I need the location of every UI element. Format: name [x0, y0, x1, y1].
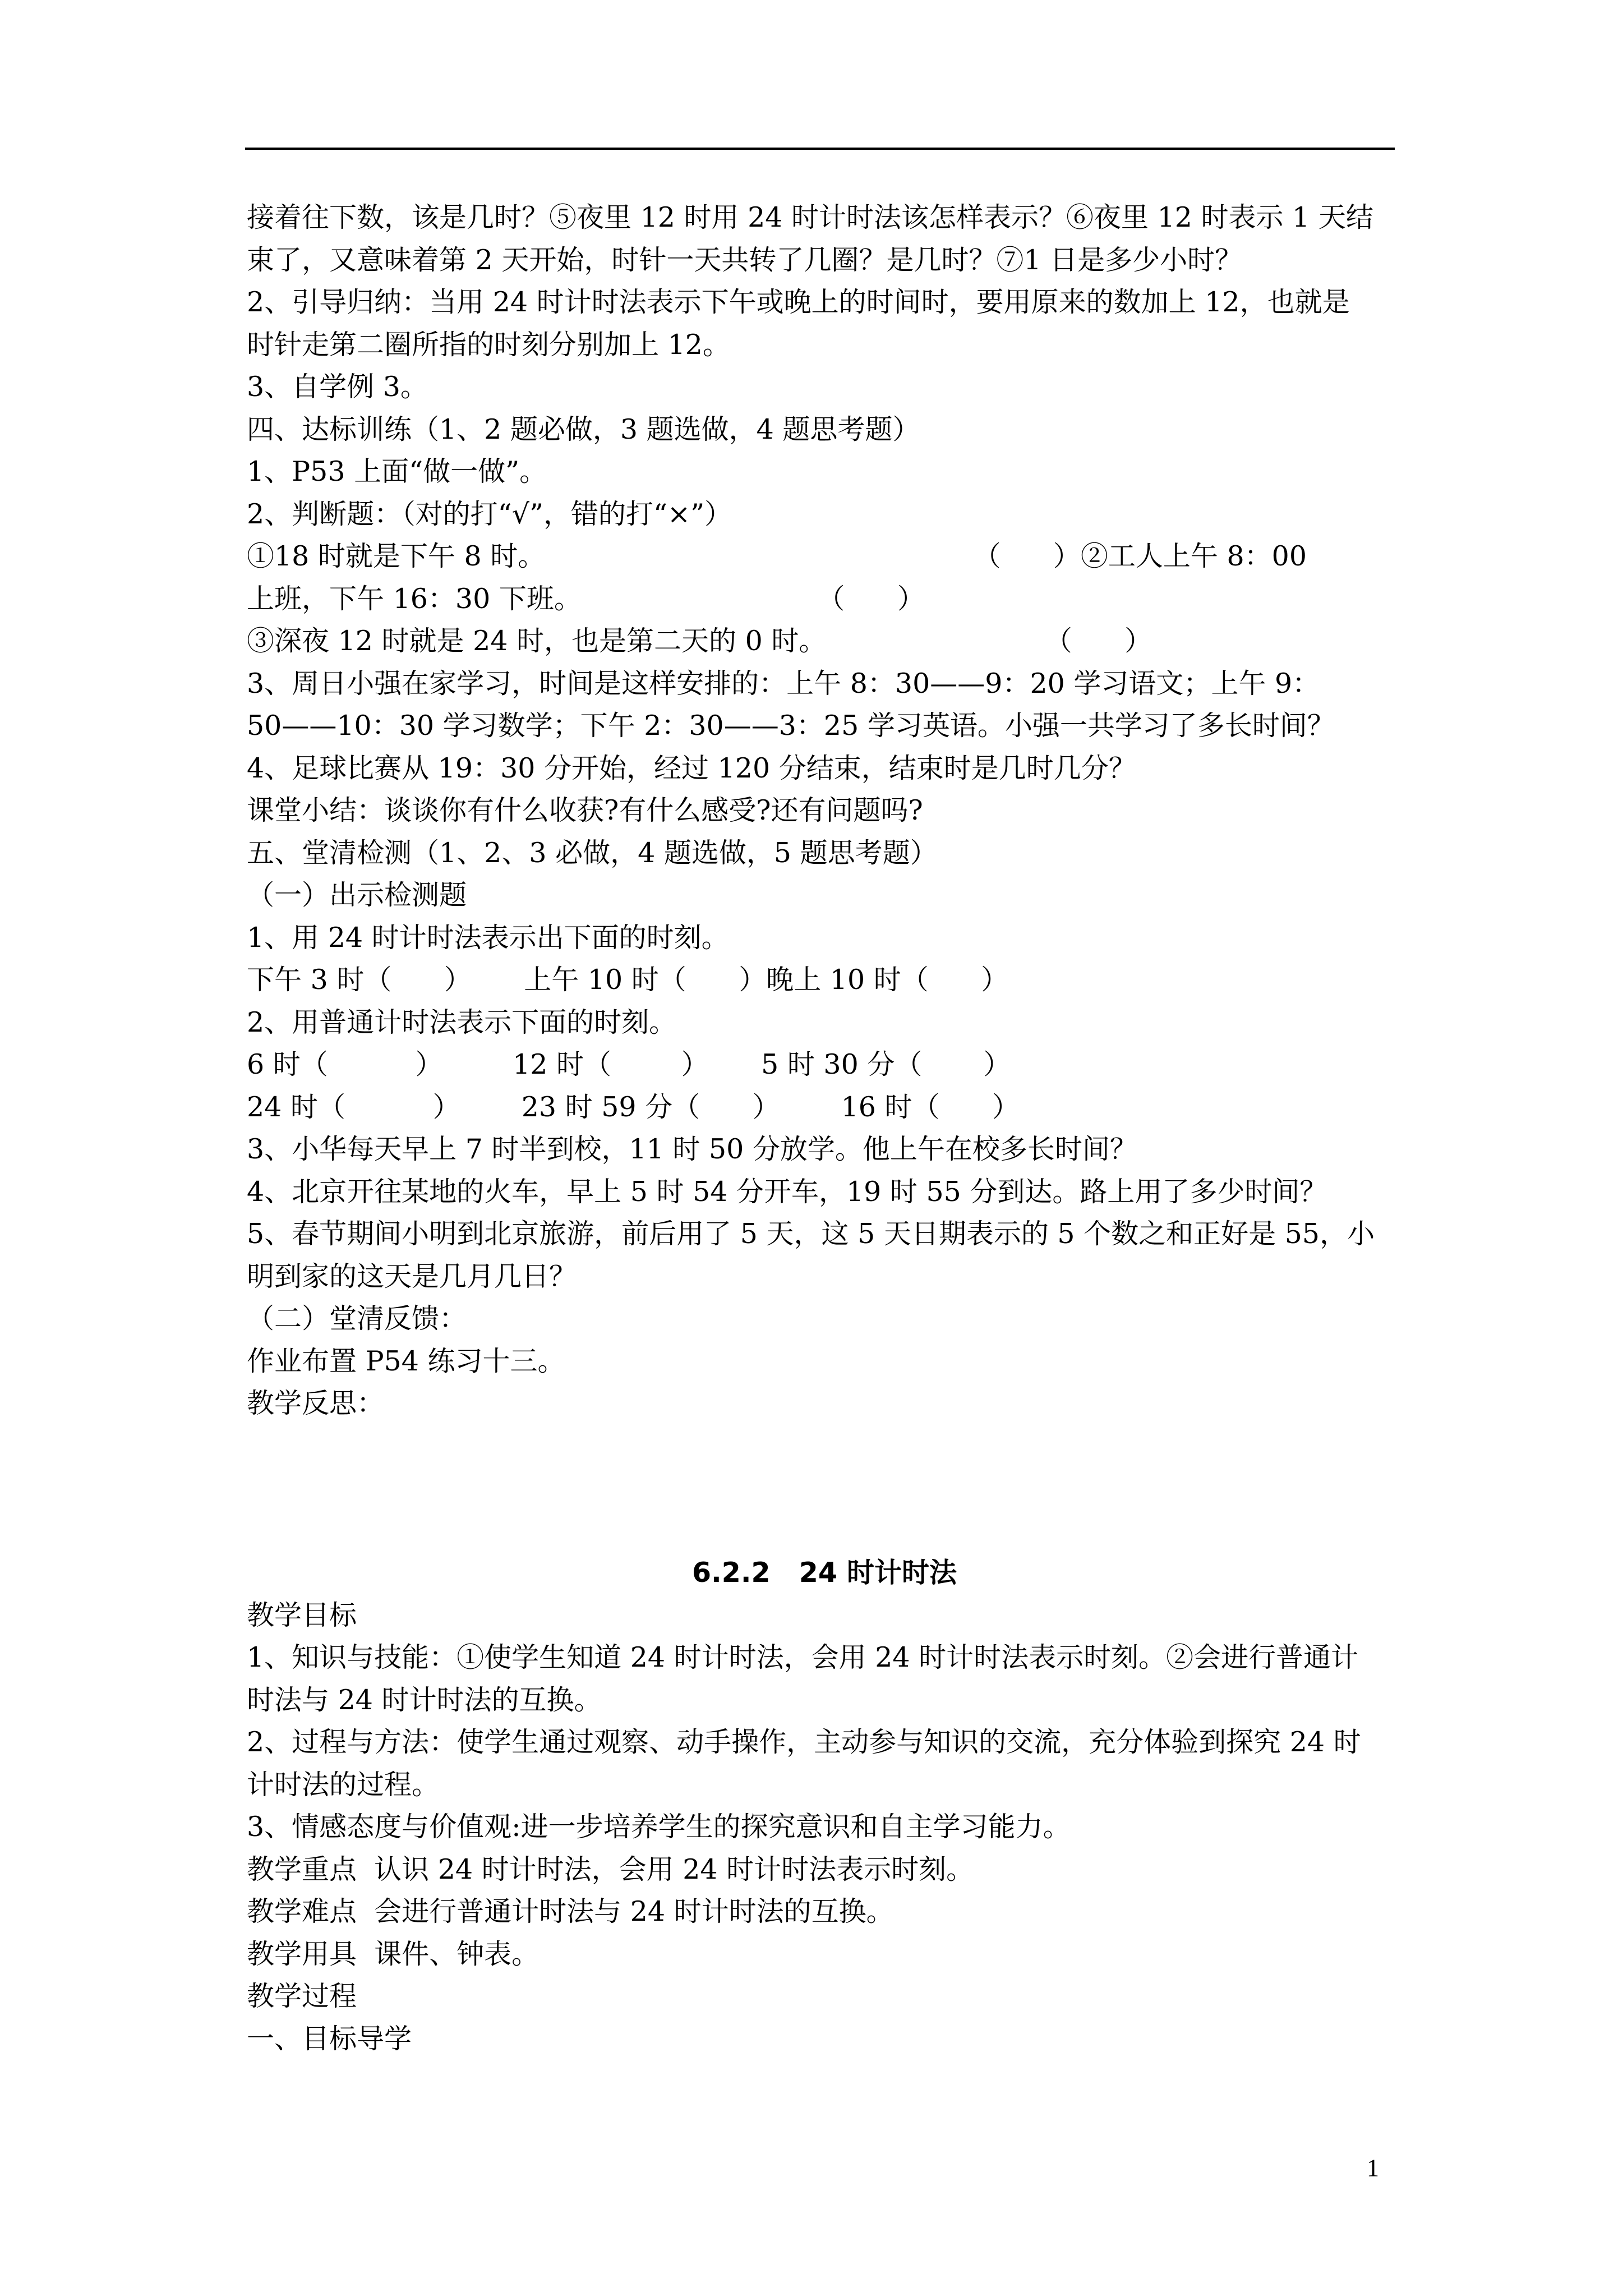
- text-line: 4、北京开往某地的火车，早上 5 时 54 分开车，19 时 55 分到达。路上用了多少时间？: [247, 1175, 1327, 1208]
- text-line: 作业布置 P54 练习十三。: [247, 1345, 565, 1377]
- text-line: 明到家的这天是几月几日？: [247, 1260, 577, 1292]
- text-line: 教学用具 课件、钟表。: [247, 1938, 540, 1970]
- text-line: 教学反思：: [247, 1387, 385, 1419]
- blank-line: [247, 1425, 1402, 1467]
- top-section: [247, 196, 1402, 1425]
- text-line: 24 时（ ） 23 时 59 分（ ） 16 时（ ）: [247, 1091, 1020, 1123]
- header-rule: [245, 148, 1395, 150]
- text-line: 接着往下数，该是几时？⑤夜里 12 时用 24 时计时法该怎样表示？⑥夜里 12 时表示 1 天结: [247, 201, 1373, 233]
- text-line: 2、用普通计时法表示下面的时刻。: [247, 1006, 677, 1038]
- bottom-section: [247, 1594, 1402, 2060]
- text-line: 1、知识与技能：①使学生知道 24 时计时法，会用 24 时计时法表示时刻。②会进行普通计: [247, 1641, 1359, 1673]
- text-line: 教学重点 认识 24 时计时法，会用 24 时计时法表示时刻。: [247, 1853, 974, 1885]
- text-line: 6 时（ ） 12 时（ ） 5 时 30 分（ ）: [247, 1048, 1011, 1080]
- section-title: 6.2.2 24 时计时法: [692, 1557, 957, 1589]
- text-line: 下午 3 时（ ） 上午 10 时（ ）晚上 10 时（ ）: [247, 964, 1009, 996]
- text-line: 4、足球比赛从 19：30 分开始，经过 120 分结束，结束时是几时几分？: [247, 752, 1136, 784]
- text-line: ③深夜 12 时就是 24 时，也是第二天的 0 时。 （ ）: [247, 625, 1152, 657]
- text-line: 束了，又意味着第 2 天开始，时针一天共转了几圈？是几时？⑦1 日是多少小时？: [247, 243, 1243, 276]
- text-line: 2、引导归纳：当用 24 时计时法表示下午或晚上的时间时，要用原来的数加上 12，也就是: [247, 286, 1350, 318]
- text-line: 时法与 24 时计时法的互换。: [247, 1683, 602, 1716]
- text-line: （一）出示检测题: [247, 879, 467, 911]
- text-line: 上班，下午 16：30 下班。 （ ）: [247, 582, 925, 615]
- blank-line: [247, 1510, 1402, 1552]
- text-line: ①18 时就是下午 8 时。 （ ）②工人上午 8：00: [247, 540, 1307, 572]
- text-line: 五、堂清检测（1、2、3 必做，4 题选做，5 题思考题）: [247, 836, 938, 869]
- text-line: 2、过程与方法：使学生通过观察、动手操作，主动参与知识的交流，充分体验到探究 24 时: [247, 1726, 1361, 1758]
- text-line: 教学过程: [247, 1980, 357, 2012]
- text-line: 四、达标训练（1、2 题必做，3 题选做，4 题思考题）: [247, 413, 920, 445]
- text-line: 5、春节期间小明到北京旅游，前后用了 5 天，这 5 天日期表示的 5 个数之和正好是 55，小: [247, 1218, 1375, 1250]
- text-line: 1、P53 上面“做一做”。: [247, 455, 547, 487]
- text-line: 3、自学例 3。: [247, 371, 428, 403]
- text-line: 3、周日小强在家学习，时间是这样安排的：上午 8：30——9：20 学习语文；上午 9：: [247, 667, 1320, 700]
- text-line: 2、判断题：（对的打“√”，错的打“×”）: [247, 498, 732, 530]
- text-line: 一、目标导学: [247, 2022, 412, 2055]
- page-number: 1: [1367, 2154, 1379, 2182]
- text-line: 教学目标: [247, 1599, 357, 1631]
- text-line: 50——10：30 学习数学；下午 2：30——3：25 学习英语。小强一共学习了多长时间？: [247, 710, 1335, 742]
- document-body: [247, 196, 1402, 2060]
- text-line: 时针走第二圈所指的时刻分别加上 12。: [247, 328, 730, 361]
- text-line: 教学难点 会进行普通计时法与 24 时计时法的互换。: [247, 1895, 894, 1927]
- text-line: 计时法的过程。: [247, 1768, 440, 1801]
- text-line: 课堂小结：谈谈你有什么收获?有什么感受?还有问题吗?: [247, 794, 923, 826]
- blank-line: [247, 1467, 1402, 1510]
- text-line: 1、用 24 时计时法表示出下面的时刻。: [247, 921, 729, 954]
- text-line: 3、情感态度与价值观:进一步培养学生的探究意识和自主学习能力。: [247, 1811, 1071, 1843]
- text-line: 3、小华每天早上 7 时半到校，11 时 50 分放学。他上午在校多长时间？: [247, 1133, 1137, 1165]
- text-line: （二）堂清反馈：: [247, 1303, 467, 1335]
